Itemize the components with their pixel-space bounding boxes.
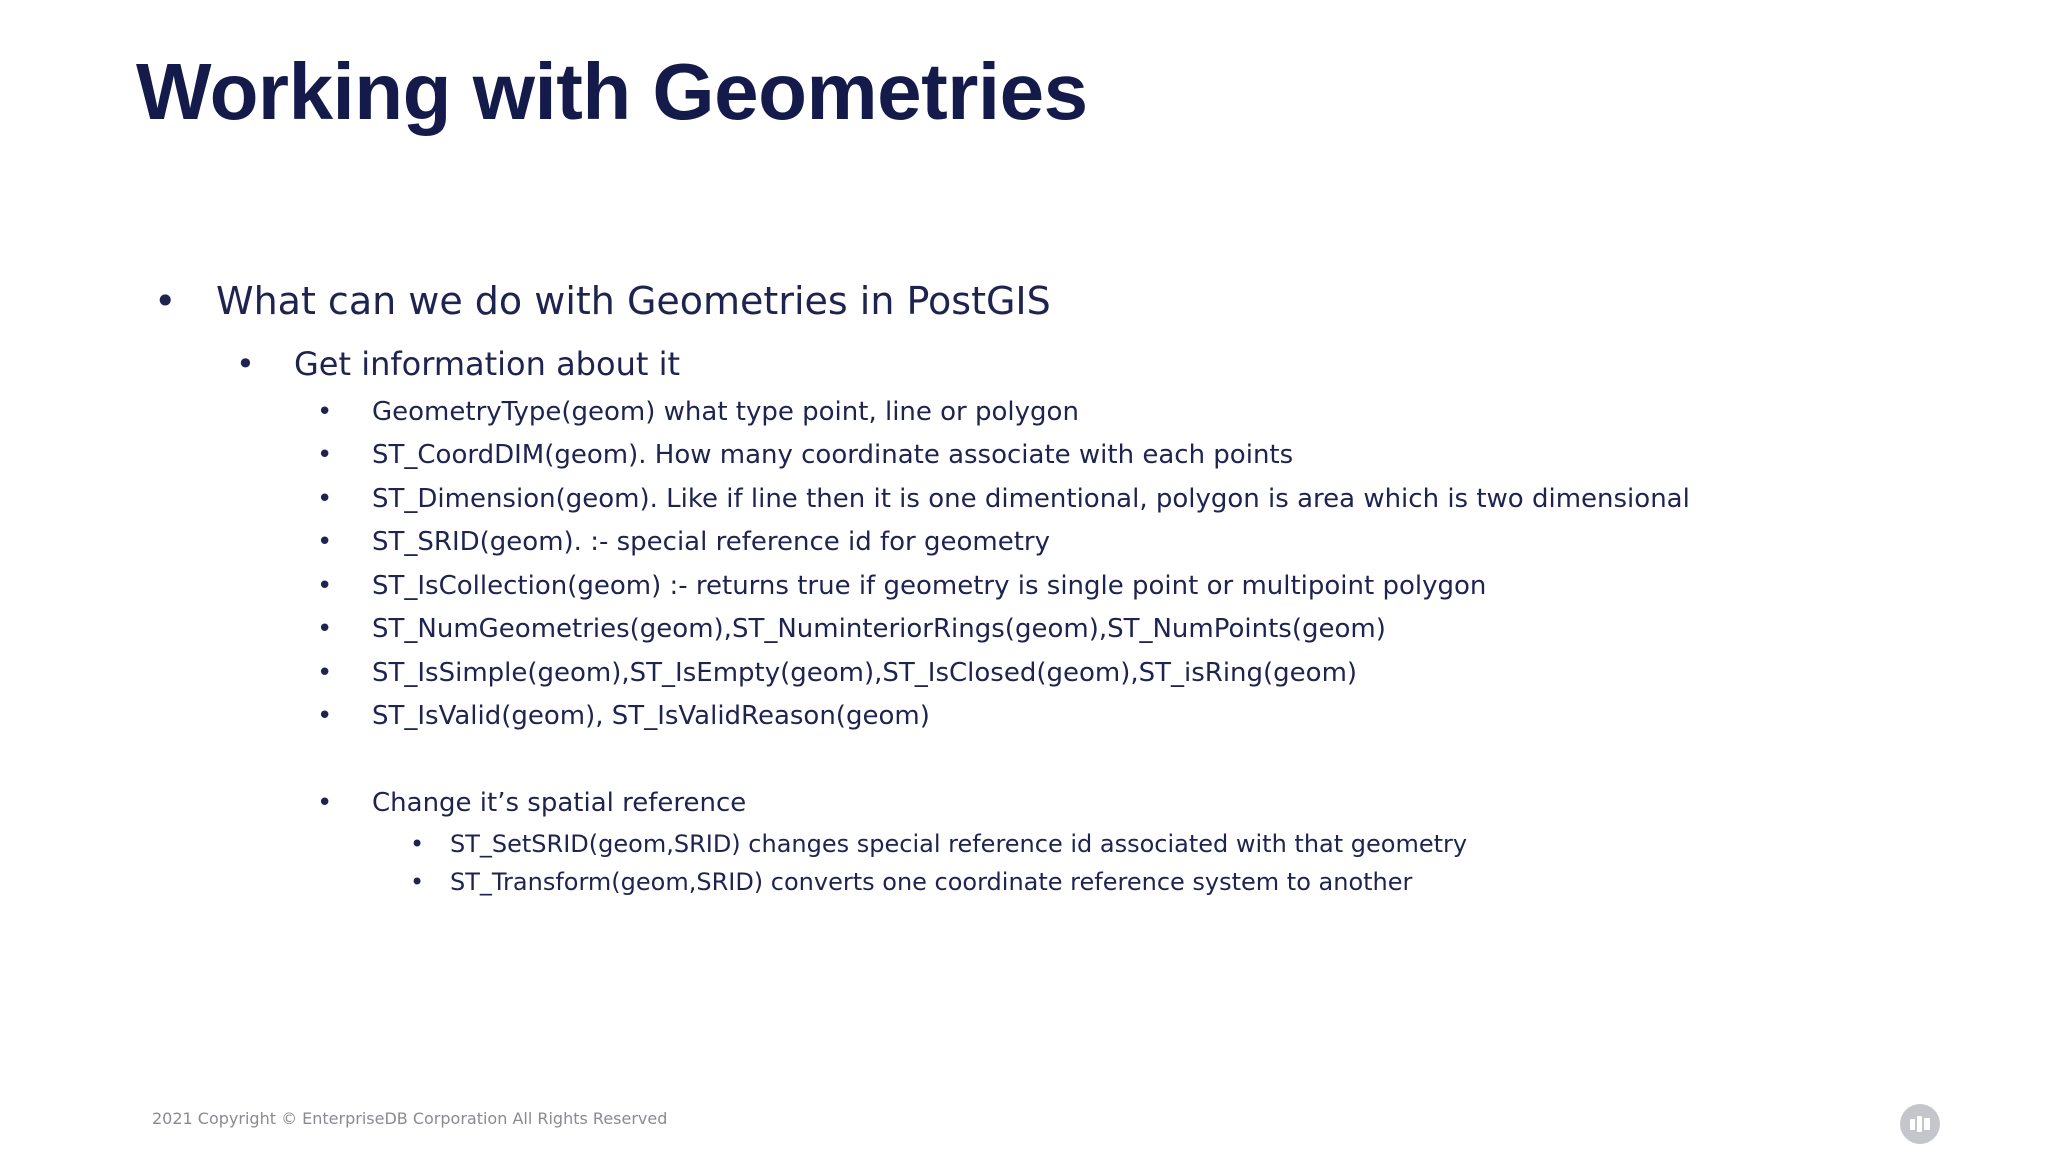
bullet-dot: •	[317, 397, 333, 427]
info-item-issimple: ST_IsSimple(geom),ST_IsEmpty(geom),ST_IsClosed(geom),ST_isRing(geom)	[372, 658, 1358, 688]
change-item-transform: ST_Transform(geom,SRID) converts one coordinate reference system to another	[450, 868, 1413, 896]
bullet-dot: •	[410, 830, 425, 858]
bullet-dot: •	[154, 279, 177, 323]
bullet-dot: •	[317, 701, 333, 731]
info-item-coorddim: ST_CoordDIM(geom). How many coordinate associate with each points	[372, 440, 1294, 470]
bullet-dot: •	[317, 440, 333, 470]
bullet-dot: •	[317, 484, 333, 514]
change-reference-text: Change it’s spatial reference	[372, 788, 747, 818]
bullet-dot: •	[317, 527, 333, 557]
bullet-dot: •	[236, 345, 255, 383]
bullet-dot: •	[317, 658, 333, 688]
bullet-l1-text: What can we do with Geometries in PostGIS	[216, 279, 1051, 323]
bullet-l2-text: Get information about it	[294, 345, 680, 383]
info-item-numgeometries: ST_NumGeometries(geom),ST_NuminteriorRings(geom),ST_NumPoints(geom)	[372, 614, 1386, 644]
bullet-dot: •	[317, 571, 333, 601]
edb-logo-icon	[1900, 1104, 1940, 1144]
edb-logo-glyph	[1900, 1104, 1940, 1144]
bullet-dot: •	[410, 868, 425, 896]
info-item-geometrytype: GeometryType(geom) what type point, line or polygon	[372, 397, 1079, 427]
change-item-setsrid: ST_SetSRID(geom,SRID) changes special reference id associated with that geometry	[450, 830, 1468, 858]
info-item-isvalid: ST_IsValid(geom), ST_IsValidReason(geom)	[372, 701, 930, 731]
info-item-dimension: ST_Dimension(geom). Like if line then it is one dimentional, polygon is area which is two dimensional	[372, 484, 1690, 514]
bullet-dot: •	[317, 614, 333, 644]
info-item-srid: ST_SRID(geom). :- special reference id for geometry	[372, 527, 1051, 557]
copyright-footer: 2021 Copyright © EnterpriseDB Corporation All Rights Reserved	[152, 1109, 668, 1128]
info-item-iscollection: ST_IsCollection(geom) :- returns true if geometry is single point or multipoint polygon	[372, 571, 1487, 601]
bullet-dot: •	[317, 788, 333, 818]
slide-title: Working with Geometries	[136, 47, 1088, 136]
